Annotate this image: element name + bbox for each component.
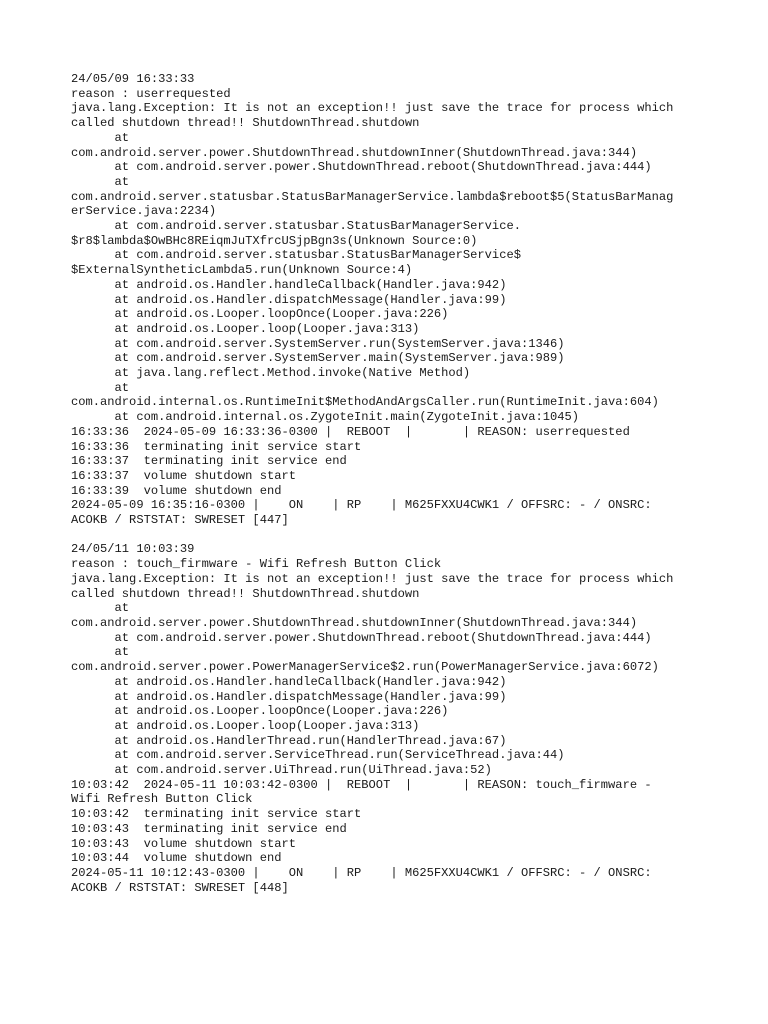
log-line: java.lang.Exception: It is not an exception!! just save the trace for process which: [71, 571, 674, 586]
log-line: reason : userrequested: [71, 86, 231, 101]
log-line: at com.android.server.statusbar.StatusBarManagerService$: [71, 248, 521, 263]
log-line: ACOKB / RSTSTAT: SWRESET [447]: [71, 513, 289, 528]
log-line: 10:03:43 terminating init service end: [71, 821, 347, 836]
log-line: at java.lang.reflect.Method.invoke(Native Method): [71, 366, 471, 381]
log-line: called shutdown thread!! ShutdownThread.shutdown: [71, 586, 420, 601]
log-line: Wifi Refresh Button Click: [71, 792, 253, 807]
log-line: 10:03:44 volume shutdown end: [71, 851, 282, 866]
log-line: at android.os.Handler.handleCallback(Handler.java:942): [71, 674, 507, 689]
log-document: [71, 72, 711, 895]
log-line: at android.os.Handler.handleCallback(Handler.java:942): [71, 277, 507, 292]
log-line: 16:33:37 terminating init service end: [71, 454, 347, 469]
log-line: com.android.server.statusbar.StatusBarManagerService.lambda$reboot$5(StatusBarManag: [71, 189, 674, 204]
log-entry: [71, 72, 711, 528]
log-line: com.android.server.power.ShutdownThread.shutdownInner(ShutdownThread.java:344): [71, 616, 638, 630]
log-line: at com.android.server.power.ShutdownThread.reboot(ShutdownThread.java:444): [71, 160, 652, 175]
log-line: 10:03:43 volume shutdown start: [71, 836, 296, 851]
log-line: at: [71, 601, 130, 616]
log-line: 24/05/11 10:03:39: [71, 542, 195, 557]
log-line: 16:33:36 2024-05-09 16:33:36-0300 | REBOOT | | REASON: userrequested: [71, 424, 630, 439]
log-line: at com.android.server.SystemServer.run(SystemServer.java:1346): [71, 336, 565, 351]
log-line: at android.os.Looper.loop(Looper.java:313): [71, 718, 420, 733]
log-line: 24/05/09 16:33:33: [71, 72, 195, 86]
log-line: at: [71, 645, 130, 660]
log-line: com.android.internal.os.RuntimeInit$MethodAndArgsCaller.run(RuntimeInit.java:604): [71, 395, 659, 410]
log-line: erService.java:2234): [71, 204, 217, 219]
log-line: 10:03:42 terminating init service start: [71, 807, 362, 822]
log-line: at com.android.server.SystemServer.main(SystemServer.java:989): [71, 351, 565, 366]
log-line: at android.os.Looper.loop(Looper.java:313): [71, 321, 420, 336]
log-entry: [71, 542, 711, 895]
log-line: at com.android.server.power.ShutdownThread.reboot(ShutdownThread.java:444): [71, 630, 652, 645]
log-line: $ExternalSyntheticLambda5.run(Unknown Source:4): [71, 263, 413, 278]
log-line: com.android.server.power.PowerManagerService$2.run(PowerManagerService.java:6072): [71, 660, 659, 675]
log-line: at android.os.HandlerThread.run(HandlerThread.java:67): [71, 733, 507, 748]
log-line: java.lang.Exception: It is not an exception!! just save the trace for process which: [71, 101, 674, 116]
log-line: $r8$lambda$OwBHc8REiqmJuTXfrcUSjpBgn3s(Unknown Source:0): [71, 233, 478, 248]
log-line: at com.android.server.statusbar.StatusBarManagerService.: [71, 219, 521, 234]
log-line: ACOKB / RSTSTAT: SWRESET [448]: [71, 880, 289, 895]
log-line: 10:03:42 2024-05-11 10:03:42-0300 | REBOOT | | REASON: touch_firmware -: [71, 777, 652, 792]
log-line: 16:33:39 volume shutdown end: [71, 483, 282, 498]
log-line: 2024-05-11 10:12:43-0300 | ON | RP | M625FXXU4CWK1 / OFFSRC: - / ONSRC:: [71, 865, 652, 880]
log-line: at android.os.Looper.loopOnce(Looper.java:226): [71, 307, 449, 322]
log-line: at android.os.Looper.loopOnce(Looper.java:226): [71, 704, 449, 719]
log-line: reason : touch_firmware - Wifi Refresh Button Click: [71, 557, 442, 572]
log-line: at: [71, 380, 130, 395]
log-line: 16:33:37 volume shutdown start: [71, 468, 296, 483]
log-line: 2024-05-09 16:35:16-0300 | ON | RP | M625FXXU4CWK1 / OFFSRC: - / ONSRC:: [71, 498, 652, 513]
log-line: called shutdown thread!! ShutdownThread.shutdown: [71, 116, 420, 131]
log-line: at com.android.server.UiThread.run(UiThread.java:52): [71, 763, 492, 778]
log-line: at android.os.Handler.dispatchMessage(Handler.java:99): [71, 292, 507, 307]
log-line: at: [71, 174, 130, 189]
log-line: at: [71, 130, 130, 145]
log-line: at android.os.Handler.dispatchMessage(Handler.java:99): [71, 689, 507, 704]
log-line: at com.android.internal.os.ZygoteInit.main(ZygoteInit.java:1045): [71, 410, 580, 425]
log-line: 16:33:36 terminating init service start: [71, 439, 362, 454]
log-line: com.android.server.power.ShutdownThread.shutdownInner(ShutdownThread.java:344): [71, 145, 638, 160]
log-line: at com.android.server.ServiceThread.run(ServiceThread.java:44): [71, 748, 565, 763]
